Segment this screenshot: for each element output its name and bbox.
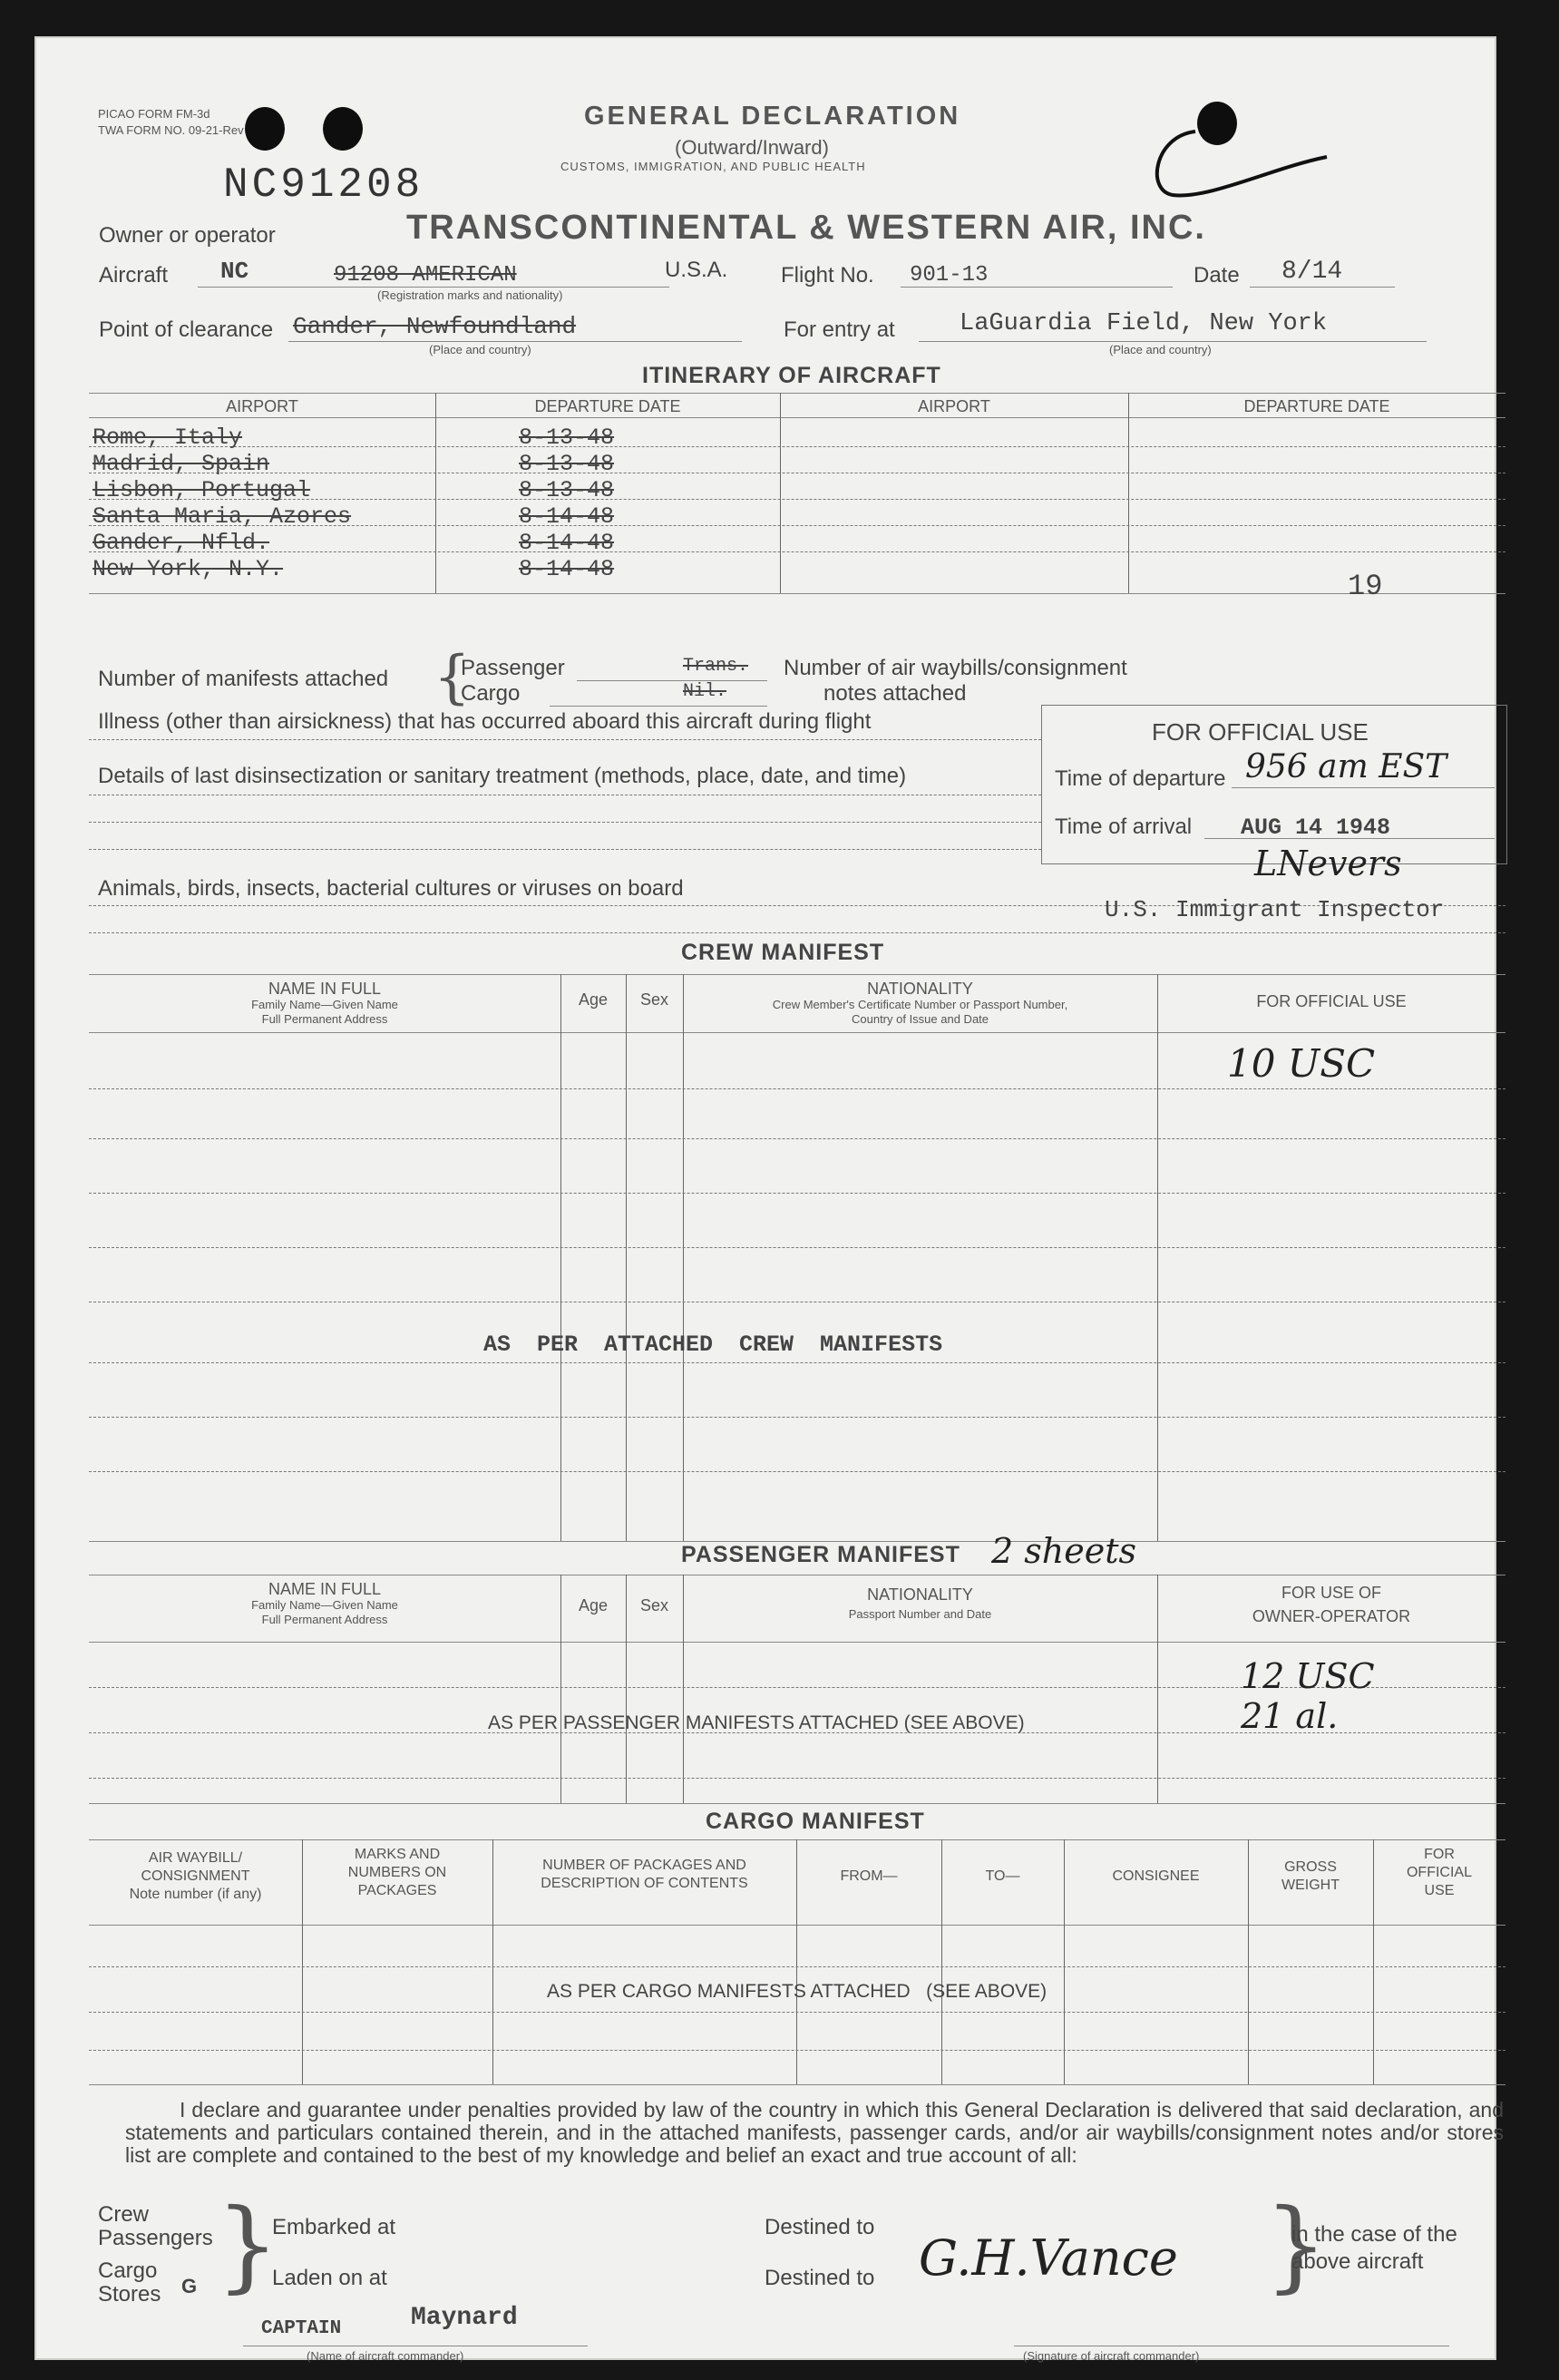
cargo-col-marks: MARKS AND [354, 1847, 441, 1862]
destined-label-2: Destined to [765, 2266, 875, 2290]
brace-icon: { [434, 644, 471, 711]
passenger-body-text: AS PER PASSENGER MANIFESTS ATTACHED (SEE ABOVE) [488, 1712, 1025, 1733]
cargo-col-waybill: AIR WAYBILL/ [148, 1850, 243, 1866]
country-value: U.S.A. [665, 258, 728, 282]
itinerary-airport: Rome, Italy [93, 424, 243, 451]
crew-col-age: Age [578, 990, 609, 1009]
crew-col-nationality-sub: Country of Issue and Date [851, 1012, 989, 1026]
notes-label: notes attached [823, 681, 967, 706]
itinerary-margin-note: 19 [1348, 570, 1383, 603]
declaration-right-note-2: above aircraft [1291, 2249, 1424, 2274]
form-reference-2: TWA FORM NO. 09-21-Rev [98, 123, 244, 137]
declaration-passengers: Passengers [98, 2226, 213, 2250]
passenger-title: PASSENGER MANIFEST [681, 1542, 960, 1567]
itinerary-col-date-2: DEPARTURE DATE [1243, 397, 1390, 415]
registration-number: NC91208 [223, 161, 424, 209]
itinerary-date: 8-13-48 [519, 477, 615, 503]
aircraft-prefix: NC [220, 258, 249, 285]
departure-time-label: Time of departure [1055, 766, 1226, 791]
passenger-value: Trans. [683, 656, 749, 677]
passenger-col-owner-2: OWNER-OPERATOR [1252, 1607, 1411, 1625]
cargo-value: Nil. [683, 681, 727, 702]
passenger-col-sex: Sex [639, 1596, 669, 1614]
declaration-crew: Crew [98, 2202, 150, 2227]
itinerary-date: 8-14-48 [519, 556, 615, 582]
punch-hole [323, 107, 363, 151]
manifests-label: Number of manifests attached [98, 667, 389, 691]
declaration-form [34, 36, 1504, 2363]
itinerary-date: 8-14-48 [519, 530, 615, 556]
passenger-col-name: NAME IN FULL [268, 1580, 382, 1598]
itinerary-col-airport: AIRPORT [226, 397, 298, 415]
cargo-body-text: AS PER CARGO MANIFESTS ATTACHED (SEE ABOVE) [547, 1981, 1047, 2002]
clearance-value: Gander, Newfoundland [293, 313, 577, 340]
cargo-col-weight: WEIGHT [1281, 1878, 1340, 1893]
captain-name: Maynard [411, 2304, 518, 2332]
form-reference: PICAO FORM FM-3d [98, 107, 210, 121]
cargo-col-weight: GROSS [1284, 1859, 1337, 1875]
inspector-signature: LNevers [1254, 844, 1402, 883]
crew-title: CREW MANIFEST [681, 940, 885, 965]
form-title: GENERAL DECLARATION [584, 102, 961, 131]
declaration-right-note: in the case of the [1291, 2222, 1457, 2247]
passenger-col-nationality-sub: Passport Number and Date [848, 1607, 992, 1621]
aircraft-value: 91208 AMERICAN [334, 263, 517, 288]
commander-signature: G.H.Vance [919, 2229, 1178, 2287]
passenger-owner-note: 21 al. [1241, 1696, 1339, 1736]
crew-col-name-sub: Full Permanent Address [261, 1012, 388, 1026]
crew-col-name-sub: Family Name—Given Name [251, 998, 398, 1011]
passenger-col-nationality: NATIONALITY [867, 1585, 973, 1604]
official-use-title: FOR OFFICIAL USE [1152, 718, 1369, 746]
entry-label: For entry at [784, 317, 895, 342]
itinerary-col-date: DEPARTURE DATE [534, 397, 681, 415]
passenger-col-name-sub: Family Name—Given Name [251, 1598, 398, 1612]
inspector-title: U.S. Immigrant Inspector [1105, 896, 1445, 923]
itinerary-title: ITINERARY OF AIRCRAFT [642, 363, 941, 388]
captain-title: CAPTAIN [261, 2318, 342, 2339]
departure-time-value: 956 am EST [1245, 748, 1447, 785]
commander-signature-caption: (Signature of aircraft commander) [1023, 2349, 1200, 2363]
cargo-col-to: TO— [985, 1868, 1020, 1884]
itinerary-date: 8-13-48 [519, 424, 615, 451]
itinerary-date: 8-13-48 [519, 451, 615, 477]
passenger-col-age: Age [578, 1596, 609, 1614]
itinerary-airport: Gander, Nfld. [93, 530, 270, 556]
declaration-cargo: Cargo [98, 2258, 158, 2283]
passenger-col-name-sub: Full Permanent Address [261, 1613, 388, 1626]
date-label: Date [1194, 263, 1240, 288]
form-subsubtitle: CUSTOMS, IMMIGRATION, AND PUBLIC HEALTH [560, 160, 866, 173]
check-mark-scribble [1145, 104, 1336, 204]
cargo-col-packages: DESCRIPTION OF CONTENTS [541, 1876, 748, 1891]
punch-hole [245, 107, 285, 151]
right-brace-icon: } [1264, 2187, 1328, 2303]
animals-label: Animals, birds, insects, bacterial cultures or viruses on board [98, 876, 684, 901]
left-brace-icon: } [216, 2187, 279, 2303]
owner-value: TRANSCONTINENTAL & WESTERN AIR, INC. [406, 209, 1206, 247]
crew-col-nationality-sub: Crew Member's Certificate Number or Passport Number, [772, 998, 1068, 1011]
declaration-text: I declare and guarantee under penalties provided by law of the country in which this General Declaration is delivered that said declaration, and statements and particulars contained therein, and in the attached manifests, passenger cards, and/or air waybills/consignment notes and/or stores list are complete and contained to the best of my knowledge and belief an exact and true account of all: [125, 2098, 1504, 2167]
commander-name-caption: (Name of aircraft commander) [307, 2349, 464, 2363]
laden-label: Laden on at [272, 2266, 387, 2290]
cargo-col-marks: NUMBERS ON [347, 1865, 447, 1880]
cargo-col-consignee: CONSIGNEE [1112, 1868, 1200, 1884]
cargo-col-packages: NUMBER OF PACKAGES AND [542, 1858, 746, 1873]
itinerary-date: 8-14-48 [519, 503, 615, 530]
passenger-owner-note: 12 USC [1241, 1656, 1375, 1696]
entry-caption: (Place and country) [1109, 343, 1212, 356]
flight-label: Flight No. [781, 263, 874, 288]
itinerary-airport: Santa Maria, Azores [93, 503, 352, 530]
cargo-col-official: OFFICIAL [1406, 1865, 1472, 1880]
passenger-sheets-note: 2 sheets [991, 1531, 1136, 1571]
itinerary-airport: Madrid, Spain [93, 451, 270, 477]
crew-col-nationality: NATIONALITY [867, 980, 973, 998]
disinsect-label: Details of last disinsectization or sanitary treatment (methods, place, date, and time) [98, 764, 907, 788]
destined-label-1: Destined to [765, 2215, 875, 2239]
cargo-col-official: FOR [1424, 1847, 1455, 1862]
crew-col-official: FOR OFFICIAL USE [1256, 992, 1407, 1010]
crew-col-sex: Sex [639, 990, 669, 1009]
crew-body-text: AS PER ATTACHED CREW MANIFESTS [483, 1331, 943, 1358]
cargo-col-from: FROM— [840, 1868, 898, 1884]
aircraft-label: Aircraft [99, 263, 169, 288]
passenger-col-owner: FOR USE OF [1281, 1584, 1381, 1602]
entry-value: LaGuardia Field, New York [960, 310, 1328, 337]
date-value: 8/14 [1281, 258, 1343, 286]
cargo-col-marks: PACKAGES [357, 1883, 437, 1898]
crew-official-note: 10 USC [1227, 1041, 1376, 1086]
itinerary-airport: New York, N.Y. [93, 556, 284, 582]
cargo-col-official: USE [1424, 1883, 1455, 1898]
embarked-label: Embarked at [272, 2215, 396, 2239]
owner-label: Owner or operator [99, 223, 276, 248]
arrival-date-stamp: AUG 14 1948 [1241, 814, 1391, 841]
waybills-label: Number of air waybills/consignment [784, 656, 1127, 680]
flight-value: 901-13 [910, 263, 989, 288]
aircraft-caption: (Registration marks and nationality) [377, 288, 563, 302]
clearance-caption: (Place and country) [429, 343, 531, 356]
clearance-label: Point of clearance [99, 317, 274, 342]
cargo-label: Cargo [461, 681, 521, 706]
itinerary-airport: Lisbon, Portugal [93, 477, 311, 503]
cargo-col-waybill: CONSIGNMENT [141, 1868, 250, 1884]
arrival-time-label: Time of arrival [1055, 814, 1193, 839]
cargo-title: CARGO MANIFEST [706, 1809, 925, 1834]
form-subtitle: (Outward/Inward) [675, 136, 829, 159]
passenger-label: Passenger [461, 656, 565, 680]
cargo-col-waybill: Note number (if any) [129, 1887, 262, 1902]
itinerary-col-airport-2: AIRPORT [918, 397, 990, 415]
crew-col-name: NAME IN FULL [268, 980, 382, 998]
declaration-stores: Stores [98, 2282, 161, 2307]
stores-mark: G [181, 2275, 198, 2297]
illness-label: Illness (other than airsickness) that has occurred aboard this aircraft during flight [98, 709, 872, 734]
